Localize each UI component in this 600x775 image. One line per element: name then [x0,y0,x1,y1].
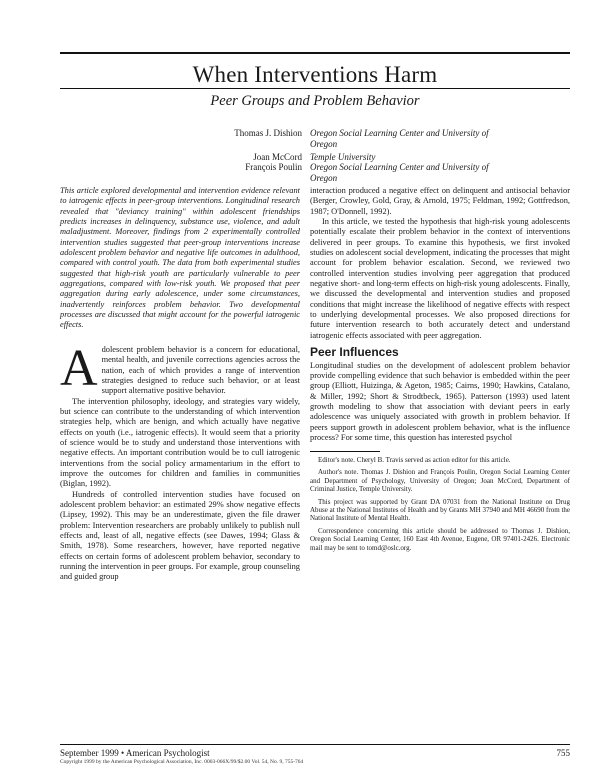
author-affiliation: Oregon Social Learning Center and University of Oregon [310,128,489,149]
left-column [60,186,300,583]
journal-footer: September 1999 • American Psychologist [60,748,210,758]
body-paragraph: Longitudinal studies on the development of adolescent problem behavior provide compelling evidence that such behavior is embedded within the peer group (Elliott, Huizinga, & Ageton, 1985; Cairns, 1990; Hawkins, Catalano, & Miller, 1992; Short & Strodtbeck, 1965). Patterson (1993) used latent growth modeling to show that association with deviant peers in early adolescence was uniquely associated with growth in problem behavior. If peers support growth in adolescent problem behavior, what is the influence process? For some time, this question has interested psychol [310,360,570,442]
author-affiliation: Temple University [310,152,376,162]
body-paragraph: interaction produced a negative effect on delinquent and antisocial behavior (Berger, Crowley, Gold, Gray, & Arnold, 1975; Feldman, 1992; Gottfredson, 1987; O'Donnell, 1992). [310,186,570,216]
body-paragraph: Hundreds of controlled intervention studies have focused on adolescent problem behavior: an estimated 29% show negative effects (Lipsey, 1992). This may be an underestimate, given the file drawer problem: Intervention researchers are probably unlikely to publish null effects and, least of all, negative effects (see Dawes, 1994; Glass & Smith, 1978). Some researchers, however, have reported negative effects on certain forms of adolescent problem behavior, secondary to running the intervention in peer groups. For example, group counseling and guided group [60,489,300,582]
author-name: Joan McCord [253,152,302,162]
abstract: This article explored developmental and intervention evidence relevant to iatrogenic effects in peer-group interventions. Longitudinal research revealed that "deviancy training" within adolescent friendships predicts increases in delinquency, substance use, violence, and adult maladjustment. Moreover, findings from 2 experimentally controlled intervention studies suggested that peer-group interventions increase adolescent problem behavior and negative life outcomes in adulthood, compared with control youth. The data from both experimental studies suggested that high-risk youth are particularly vulnerable to peer aggregations, compared with low-risk youth. We proposed that peer aggregation during early adolescence, under some circumstances, inadvertently reinforces problem behavior. Two developmental processes are discussed that might account for the powerful iatrogenic effects. [60,186,300,330]
copyright-line: Copyright 1999 by the American Psychological Association, Inc. 0003-066X/99/$2.00 Vol. 54, No. 9, 755-764 [60,759,304,765]
editors-note: Editor's note. Cheryl B. Travis served as action editor for this article. [318,456,511,465]
author-name: Thomas J. Dishion [234,128,302,138]
right-column [310,186,570,556]
drop-cap: A [60,339,98,397]
body-paragraph: In this article, we tested the hypothesis that high-risk young adolescents potentially escalate their problem behavior in the context of interventions delivered in peer groups. To examine this hypothesis, we first invoked studies on adolescent social development, indicating the processes that might account for problem behavior escalation. Second, we reviewed two controlled intervention studies involving peer aggregation that produced negative short- and long-term effects on high-risk young adolescents. Finally, we discussed the developmental and intervention studies and proposed conditions that might increase the likelihood of negative effects with respect to underlying developmental processes. We also proposed directions for future intervention research to both accurately detect and understand iatrogenic effects associated with peer aggregation. [310,217,570,340]
title-rule [60,88,570,89]
body-paragraph: The intervention philosophy, ideology, and strategies vary widely, but science can contribute to the understanding of which intervention strategies help, which are benign, and which actually have negative effects on youth (i.e., iatrogenic effects). It would seem that a priority of science would be to study and understand those interventions with negative effects. An important contribution would be to cull iatrogenic interventions from the social policy armamentarium in the effort to improve the outcomes for children and families in communities (Biglan, 1992). [60,396,300,489]
page-number: 755 [556,748,570,758]
footnote-rule [310,451,380,452]
intro-paragraph [60,339,300,397]
correspondence-note: Correspondence concerning this article should be addressed to Thomas J. Dishion, Oregon Social Learning Center, 160 East 4th Avenue, Eugene, OR 97401-2426. Electronic mail may be sent to tomd@oslc.org. [310,526,570,552]
footer-rule [60,744,570,745]
author-name: François Poulin [245,162,302,172]
support-note: This project was supported by Grant DA 07031 from the National Institute on Drug Abuse at the National Institutes of Health and by Grants MH 37940 and MH 46690 from the National Institute of Mental Health. [310,497,570,523]
section-heading: Peer Influences [310,345,399,360]
authors-note: Author's note. Thomas J. Dishion and François Poulin, Oregon Social Learning Center and Department of Psychology, University of Oregon; Joan McCord, Department of Criminal Justice, Temple University. [310,468,570,494]
article-title: When Interventions Harm [192,62,438,87]
author-affiliation: Oregon Social Learning Center and University of Oregon [310,162,489,183]
intro-text: dolescent problem behavior is a concern for educational, mental health, and juvenile corrections agencies across the nation, each of which provides a range of intervention strategies designed to reduce such behavior, or at least support alternative positive behavior. [101,344,300,396]
top-rule [60,52,570,54]
article-subtitle: Peer Groups and Problem Behavior [210,93,420,109]
